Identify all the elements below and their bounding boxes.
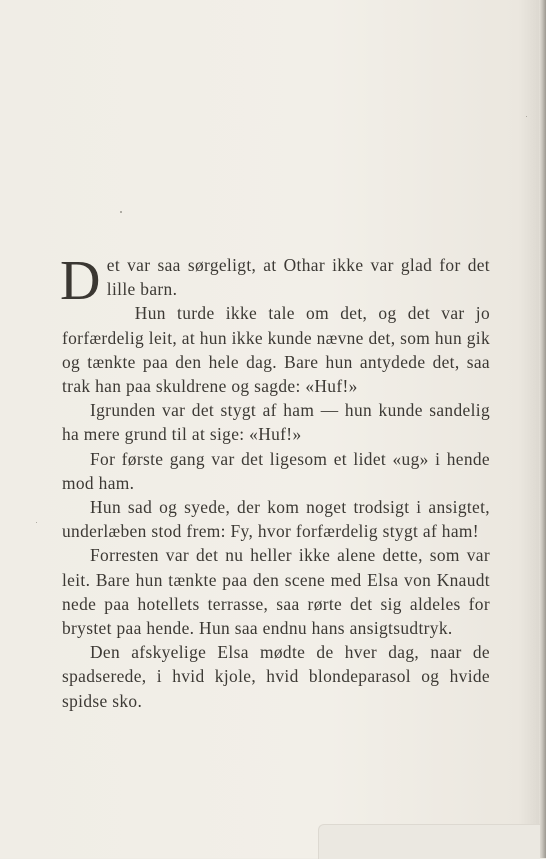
paper-speck [526, 116, 527, 117]
paragraph [60, 250, 490, 312]
paragraph-text: et var saa sørgeligt, at Othar ikke var glad for det lille barn. [106, 255, 490, 300]
paragraph: Hun sad og syede, der kom noget trodsigt i ansigtet, underlæben stod frem: Fy, hvor forfærdelig stygt af ham! [62, 497, 490, 542]
body-text [60, 250, 490, 713]
paragraph: Forresten var det nu heller ikke alene dette, som var leit. Bare hun tænkte paa den scene med Elsa von Knaudt nede paa hotellets terrasse, saa rørte det sig aldeles for brystet paa hende. Hun saa endnu hans ansigtsudtryk. [62, 545, 490, 639]
drop-cap: D [60, 250, 101, 312]
page-edge-shadow [539, 0, 546, 858]
page-corner-tab [318, 824, 540, 859]
paragraph: Hun turde ikke tale om det, og det var jo forfærdelig leit, at hun ikke kunde nævne det, som hun gik og tænkte paa den hele dag. Bare hun antydede det, saa trak han paa skuldrene og sagde: «Huf!» [62, 303, 490, 397]
paper-speck [120, 211, 122, 213]
paragraph: Igrunden var det stygt af ham — hun kunde sandelig ha mere grund til at sige: «Huf!» [62, 400, 490, 445]
paragraph: For første gang var det ligesom et lidet «ug» i hende mod ham. [62, 448, 490, 493]
paragraph: Den afskyelige Elsa mødte de hver dag, naar de spadserede, i hvid kjole, hvid blondeparasol og hvide spidse sko. [62, 642, 490, 711]
paper-speck [36, 522, 37, 523]
